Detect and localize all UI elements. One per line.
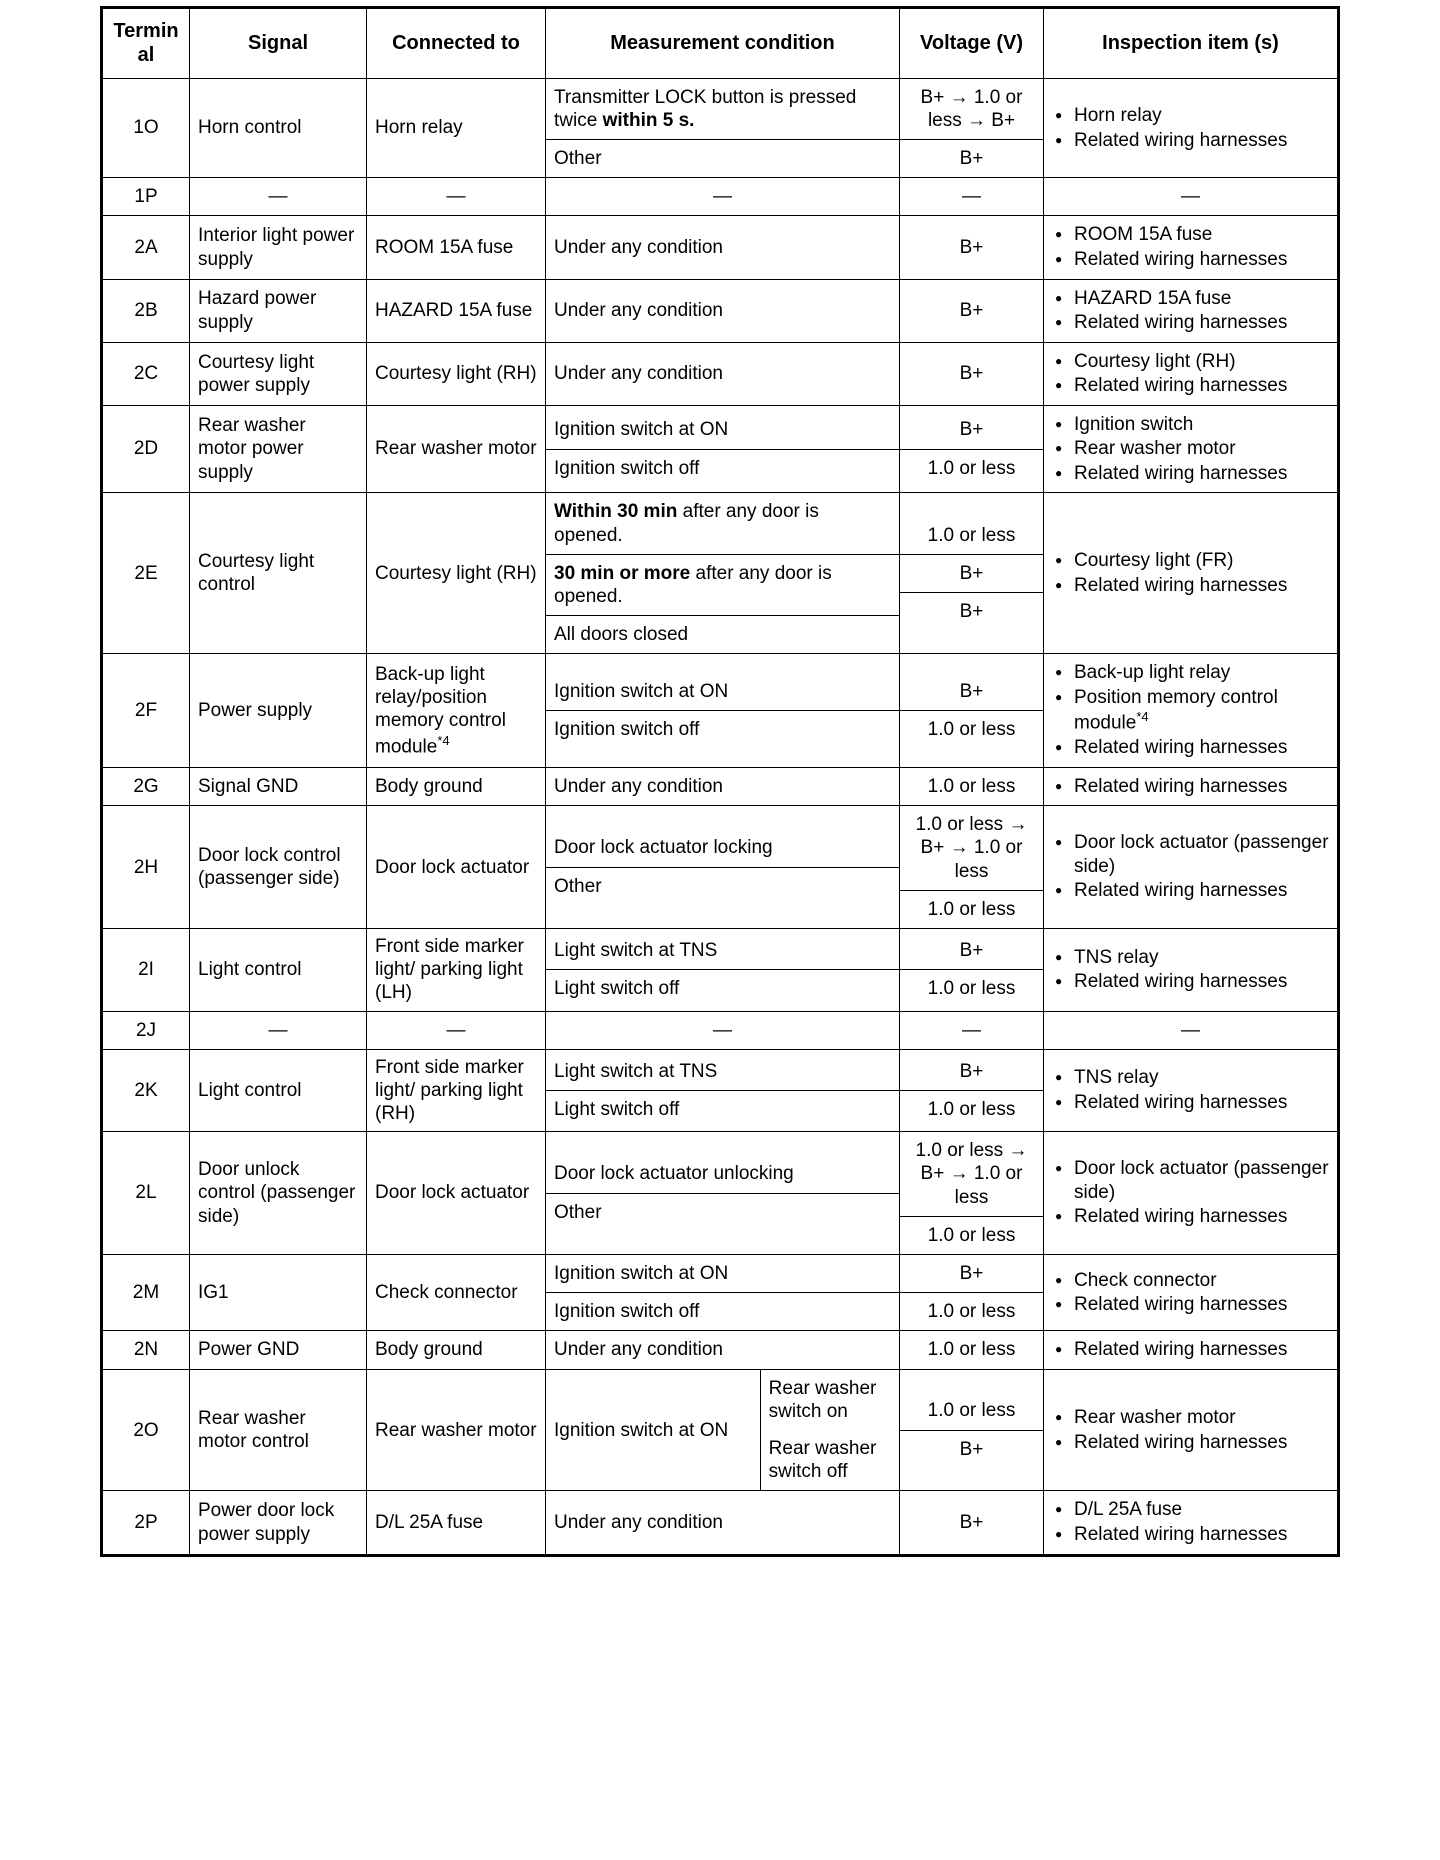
cell-voltage — [900, 342, 1044, 405]
voltage-value: B+ — [959, 600, 984, 622]
cell-measurement-condition — [546, 929, 900, 1012]
cell-signal: Power supply — [190, 654, 367, 768]
cell-terminal: 2B — [102, 279, 190, 342]
inspection-item: ● Related wiring harnesses — [1074, 1205, 1329, 1229]
inspection-item: ● Related wiring harnesses — [1074, 574, 1329, 598]
cell-voltage — [900, 493, 1044, 654]
voltage-value: B+ — [959, 1511, 984, 1533]
cell-inspection-items — [1044, 1331, 1339, 1370]
measurement-condition-text: Other — [554, 148, 602, 170]
voltage-value: 1.0 or less — [927, 1301, 1016, 1323]
cell-inspection-items — [1044, 216, 1339, 279]
table-row — [102, 342, 1339, 405]
cell-inspection-items — [1044, 279, 1339, 342]
header-measurement-condition: Measurement condition — [546, 8, 900, 79]
header-signal: Signal — [190, 8, 367, 79]
cell-voltage — [900, 1049, 1044, 1132]
inspection-item: ● Back-up light relay — [1074, 661, 1329, 685]
table-row — [102, 279, 1339, 342]
cell-signal: IG1 — [190, 1254, 367, 1330]
cell-inspection-items — [1044, 929, 1339, 1012]
inspection-item: ● Related wiring harnesses — [1074, 374, 1329, 398]
inspection-item: ● TNS relay — [1074, 946, 1329, 970]
voltage-value: B+ — [900, 411, 1043, 449]
cell-connected-to: Back-up light relay/position memory control module$^{*4}$ — [367, 654, 546, 768]
voltage-value: B+ — [959, 300, 984, 322]
voltage-value: 1.0 or less → B+ → 1.0 or less — [900, 1132, 1043, 1216]
cell-measurement-condition — [546, 405, 900, 493]
measurement-condition-text: — — [713, 186, 732, 208]
cell-terminal: 2F — [102, 654, 190, 768]
voltage-value: 1.0 or less — [900, 1392, 1043, 1430]
cell-signal: Horn control — [190, 78, 367, 178]
inspection-item: ● Door lock actuator (passenger side) — [1074, 1157, 1329, 1204]
voltage-value: 1.0 or less — [927, 457, 1016, 479]
voltage-value: 1.0 or less — [927, 719, 1016, 740]
cell-terminal: 2I — [102, 929, 190, 1012]
voltage-value: 1.0 or less — [927, 978, 1016, 1000]
measurement-condition-text: Within 30 min after any door is opened. — [546, 493, 899, 554]
inspection-item: ● Related wiring harnesses — [1074, 879, 1329, 903]
inspection-item: ● Related wiring harnesses — [1074, 1431, 1329, 1455]
inspection-item: ● TNS relay — [1074, 1066, 1329, 1090]
inspection-item: ● Check connector — [1074, 1269, 1329, 1293]
measurement-condition-text: Under any condition — [554, 236, 723, 258]
cell-signal: Rear washer motor power supply — [190, 405, 367, 493]
inspection-item: ● Courtesy light (FR) — [1074, 549, 1329, 573]
cell-terminal: 2G — [102, 767, 190, 806]
cell-connected-to: Check connector — [367, 1254, 546, 1330]
cell-signal: Light control — [190, 1049, 367, 1132]
cell-connected-to: Front side marker light/ parking light (LH) — [367, 929, 546, 1012]
inspection-item: ● Rear washer motor — [1074, 1406, 1329, 1430]
cell-signal: Light control — [190, 929, 367, 1012]
cell-measurement-condition — [546, 178, 900, 216]
voltage-value: 1.0 or less — [927, 775, 1016, 797]
cell-terminal: 2J — [102, 1011, 190, 1049]
cell-connected-to: Door lock actuator — [367, 1132, 546, 1255]
cell-measurement-condition — [546, 216, 900, 279]
cell-connected-to: Courtesy light (RH) — [367, 342, 546, 405]
voltage-value: 1.0 or less — [927, 1339, 1016, 1361]
header-voltage: Voltage (V) — [900, 8, 1044, 79]
cell-terminal: 2D — [102, 405, 190, 493]
cell-voltage — [900, 1011, 1044, 1049]
cell-voltage — [900, 178, 1044, 216]
cell-connected-to: — — [367, 178, 546, 216]
cell-inspection-items — [1044, 493, 1339, 654]
inspection-item: ● Related wiring harnesses — [1074, 970, 1329, 994]
cell-inspection-items: — — [1044, 1011, 1339, 1049]
measurement-condition-text: 30 min or more after any door is opened. — [546, 554, 899, 615]
cell-signal: Door unlock control (passenger side) — [190, 1132, 367, 1255]
cell-measurement-condition — [546, 767, 900, 806]
measurement-condition-text: Under any condition — [554, 1339, 723, 1361]
measurement-main-condition: Ignition switch at ON — [546, 1370, 760, 1491]
inspection-item: ● Horn relay — [1074, 104, 1329, 128]
inspection-item: ● Related wiring harnesses — [1074, 1338, 1329, 1362]
voltage-value: — — [962, 1019, 981, 1041]
table-row — [102, 1331, 1339, 1370]
measurement-condition-text: Under any condition — [554, 363, 723, 385]
cell-voltage — [900, 767, 1044, 806]
cell-voltage — [900, 279, 1044, 342]
cell-signal: Interior light power supply — [190, 216, 367, 279]
measurement-condition-text: Other — [554, 1201, 602, 1223]
table-header-row — [102, 8, 1339, 79]
cell-connected-to: Body ground — [367, 1331, 546, 1370]
table-row — [102, 1011, 1339, 1049]
cell-voltage — [900, 78, 1044, 178]
cell-terminal: 2E — [102, 493, 190, 654]
voltage-value: B+ — [900, 1255, 1043, 1293]
cell-connected-to: Body ground — [367, 767, 546, 806]
cell-measurement-condition — [546, 1491, 900, 1555]
measurement-condition-text: Under any condition — [554, 1511, 723, 1533]
inspection-item: ● Door lock actuator (passenger side) — [1074, 831, 1329, 878]
measurement-condition-text: Door lock actuator unlocking — [546, 1155, 899, 1193]
cell-terminal: 1P — [102, 178, 190, 216]
inspection-item: ● Ignition switch — [1074, 413, 1329, 437]
voltage-value: 1.0 or less — [900, 517, 1043, 555]
voltage-value: — — [962, 186, 981, 208]
voltage-value: 1.0 or less — [927, 1098, 1016, 1120]
inspection-item: ● Rear washer motor — [1074, 437, 1329, 461]
table-row — [102, 216, 1339, 279]
cell-terminal: 2K — [102, 1049, 190, 1132]
cell-inspection-items — [1044, 1049, 1339, 1132]
cell-measurement-condition — [546, 279, 900, 342]
cell-signal: Signal GND — [190, 767, 367, 806]
cell-signal: Door lock control (passenger side) — [190, 806, 367, 929]
inspection-item: ● Related wiring harnesses — [1074, 129, 1329, 153]
cell-measurement-condition — [546, 654, 900, 768]
cell-connected-to: Horn relay — [367, 78, 546, 178]
cell-voltage — [900, 1132, 1044, 1255]
cell-voltage — [900, 216, 1044, 279]
measurement-condition-text: Under any condition — [554, 300, 723, 322]
table-row — [102, 1049, 1339, 1132]
table-row — [102, 1254, 1339, 1330]
cell-voltage — [900, 405, 1044, 493]
cell-terminal: 2N — [102, 1331, 190, 1370]
cell-measurement-condition — [546, 1369, 900, 1491]
measurement-condition-text: Door lock actuator locking — [546, 829, 899, 867]
cell-voltage — [900, 1491, 1044, 1555]
inspection-item: ● Related wiring harnesses — [1074, 775, 1329, 799]
inspection-item: ● Related wiring harnesses — [1074, 736, 1329, 760]
measurement-condition-text: — — [713, 1019, 732, 1041]
cell-signal: Hazard power supply — [190, 279, 367, 342]
cell-signal: Power door lock power supply — [190, 1491, 367, 1555]
cell-terminal: 2P — [102, 1491, 190, 1555]
cell-connected-to: D/L 25A fuse — [367, 1491, 546, 1555]
table-row — [102, 929, 1339, 1012]
inspection-item: ● Courtesy light (RH) — [1074, 350, 1329, 374]
cell-inspection-items — [1044, 1369, 1339, 1491]
table-row — [102, 767, 1339, 806]
voltage-value: B+ — [900, 1053, 1043, 1091]
terminal-spec-table — [100, 6, 1340, 1557]
voltage-value: B+ → 1.0 or less → B+ — [900, 79, 1043, 140]
inspection-item: ● Related wiring harnesses — [1074, 248, 1329, 272]
cell-measurement-condition — [546, 1011, 900, 1049]
measurement-condition-text: Light switch at TNS — [546, 1053, 899, 1091]
cell-inspection-items — [1044, 405, 1339, 493]
measurement-condition-text: Ignition switch off — [554, 1301, 700, 1323]
cell-terminal: 2L — [102, 1132, 190, 1255]
inspection-item: ● D/L 25A fuse — [1074, 1498, 1329, 1522]
measurement-condition-text: Ignition switch at ON — [546, 411, 899, 449]
cell-inspection-items — [1044, 1132, 1339, 1255]
header-connected-to: Connected to — [367, 8, 546, 79]
cell-terminal: 2H — [102, 806, 190, 929]
header-inspection-items: Inspection item (s) — [1044, 8, 1339, 79]
cell-connected-to: Rear washer motor — [367, 1369, 546, 1491]
cell-voltage — [900, 1254, 1044, 1330]
measurement-condition-text: Under any condition — [554, 775, 723, 797]
cell-inspection-items: — — [1044, 178, 1339, 216]
voltage-value: 1.0 or less — [927, 898, 1016, 920]
cell-inspection-items — [1044, 78, 1339, 178]
inspection-item: ● Related wiring harnesses — [1074, 1293, 1329, 1317]
table-row — [102, 1132, 1339, 1255]
voltage-value: B+ — [900, 932, 1043, 970]
cell-connected-to: Door lock actuator — [367, 806, 546, 929]
table-row — [102, 405, 1339, 493]
cell-measurement-condition — [546, 342, 900, 405]
table-body — [102, 78, 1339, 1555]
voltage-value: B+ — [959, 1438, 984, 1460]
cell-connected-to: Front side marker light/ parking light (RH) — [367, 1049, 546, 1132]
cell-inspection-items — [1044, 806, 1339, 929]
cell-measurement-condition — [546, 78, 900, 178]
measurement-condition-text: Light switch at TNS — [546, 932, 899, 970]
voltage-value: 1.0 or less — [927, 1224, 1016, 1246]
cell-connected-to: Courtesy light (RH) — [367, 493, 546, 654]
cell-signal: Rear washer motor control — [190, 1369, 367, 1491]
table-row — [102, 493, 1339, 654]
measurement-condition-text: All doors closed — [554, 624, 689, 646]
cell-connected-to: HAZARD 15A fuse — [367, 279, 546, 342]
inspection-item: ● Position memory control module$^{*4}$ — [1074, 686, 1329, 735]
voltage-value: B+ — [900, 554, 1043, 592]
measurement-condition-text: Ignition switch at ON — [546, 673, 899, 711]
table-row — [102, 178, 1339, 216]
table-row — [102, 806, 1339, 929]
cell-measurement-condition — [546, 1049, 900, 1132]
voltage-value: B+ — [900, 673, 1043, 711]
measurement-condition-text: Ignition switch at ON — [546, 1255, 899, 1293]
cell-inspection-items — [1044, 1254, 1339, 1330]
measurement-condition-text: Ignition switch off — [554, 457, 700, 479]
cell-connected-to: ROOM 15A fuse — [367, 216, 546, 279]
cell-voltage — [900, 806, 1044, 929]
cell-inspection-items — [1044, 342, 1339, 405]
cell-voltage — [900, 929, 1044, 1012]
inspection-item: ● Related wiring harnesses — [1074, 311, 1329, 335]
cell-signal: Courtesy light power supply — [190, 342, 367, 405]
cell-connected-to: Rear washer motor — [367, 405, 546, 493]
cell-voltage — [900, 1331, 1044, 1370]
cell-terminal: 2M — [102, 1254, 190, 1330]
cell-signal: Courtesy light control — [190, 493, 367, 654]
cell-signal: Power GND — [190, 1331, 367, 1370]
cell-inspection-items — [1044, 654, 1339, 768]
cell-measurement-condition — [546, 493, 900, 654]
cell-terminal: 2A — [102, 216, 190, 279]
cell-measurement-condition — [546, 1254, 900, 1330]
cell-signal: — — [190, 1011, 367, 1049]
cell-measurement-condition — [546, 806, 900, 929]
inspection-item: ● Related wiring harnesses — [1074, 1091, 1329, 1115]
voltage-value: B+ — [959, 148, 984, 170]
cell-signal: — — [190, 178, 367, 216]
inspection-item: ● Related wiring harnesses — [1074, 462, 1329, 486]
voltage-value: B+ — [959, 236, 984, 258]
inspection-item: ● ROOM 15A fuse — [1074, 223, 1329, 247]
cell-terminal: 2O — [102, 1369, 190, 1491]
cell-measurement-condition — [546, 1331, 900, 1370]
measurement-condition-text: Ignition switch off — [554, 719, 700, 740]
measurement-condition-text: Transmitter LOCK button is pressed twice within 5 s. — [546, 79, 899, 140]
cell-inspection-items — [1044, 1491, 1339, 1555]
cell-voltage — [900, 654, 1044, 768]
voltage-value: 1.0 or less → B+ → 1.0 or less — [900, 806, 1043, 890]
spec-sheet — [100, 0, 1340, 1557]
table-row — [102, 1491, 1339, 1555]
cell-measurement-condition — [546, 1132, 900, 1255]
inspection-item: ● Related wiring harnesses — [1074, 1523, 1329, 1547]
measurement-condition-text: Other — [554, 875, 602, 897]
measurement-condition-text: Light switch off — [554, 1098, 680, 1120]
header-terminal: Termin al — [102, 8, 190, 79]
cell-voltage — [900, 1369, 1044, 1491]
measurement-condition-text: Light switch off — [554, 978, 680, 1000]
cell-inspection-items — [1044, 767, 1339, 806]
table-row — [102, 1369, 1339, 1491]
inspection-item: ● HAZARD 15A fuse — [1074, 287, 1329, 311]
table-row — [102, 78, 1339, 178]
measurement-sub-condition: Rear washer switch on — [768, 1377, 877, 1422]
cell-terminal: 1O — [102, 78, 190, 178]
cell-terminal: 2C — [102, 342, 190, 405]
cell-connected-to: — — [367, 1011, 546, 1049]
measurement-sub-condition: Rear washer switch off — [768, 1438, 877, 1483]
voltage-value: B+ — [959, 363, 984, 385]
table-row — [102, 654, 1339, 768]
